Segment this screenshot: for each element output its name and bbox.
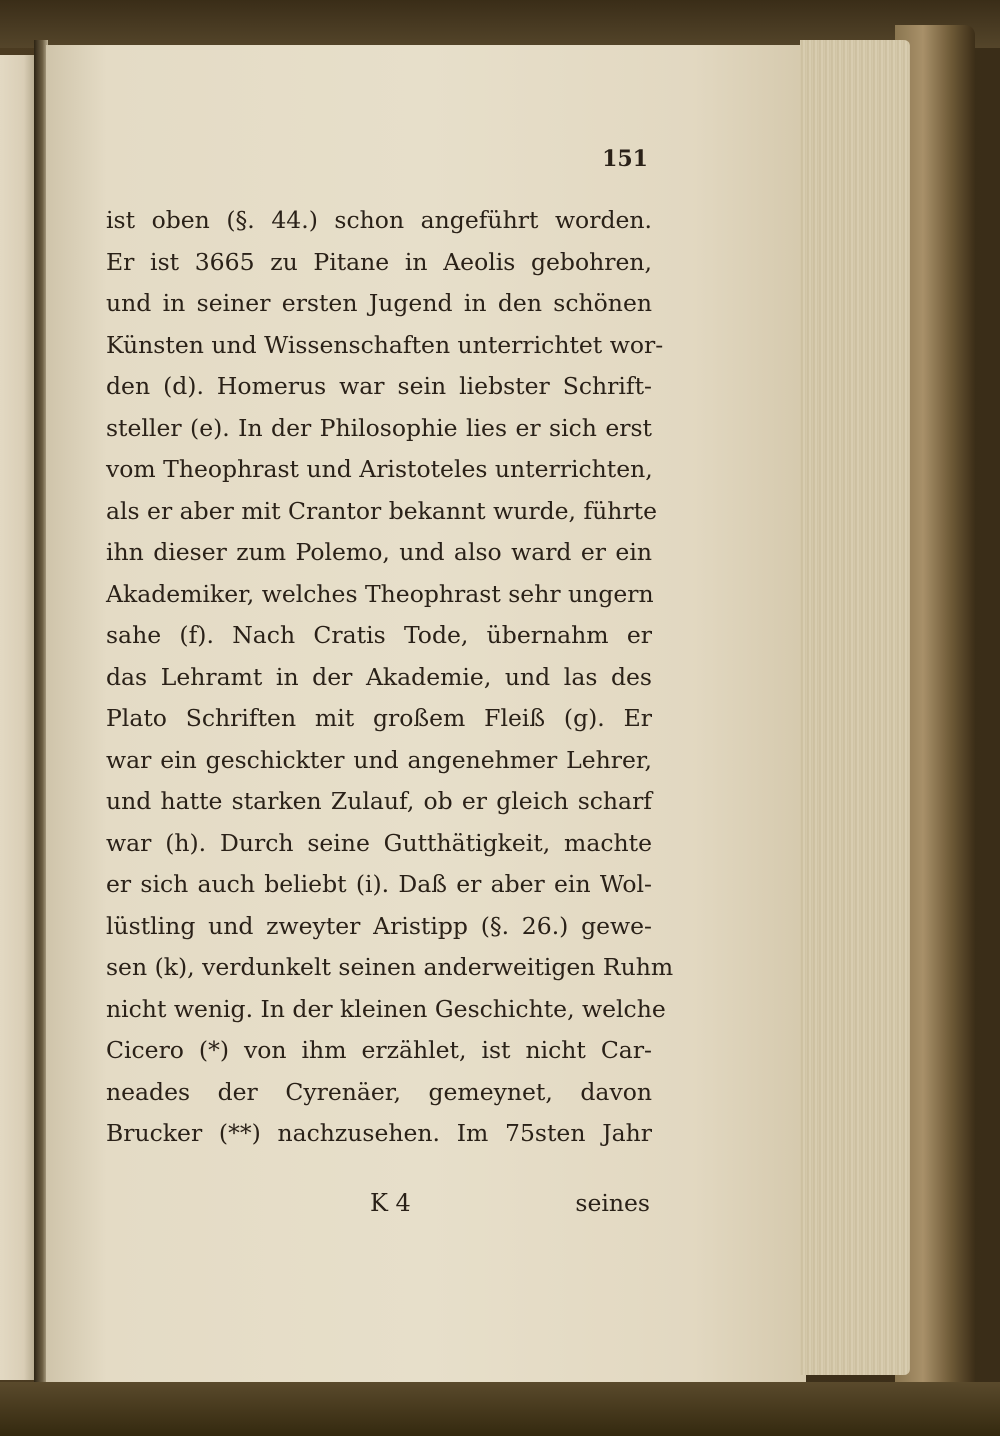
catchword: seines <box>575 1189 650 1217</box>
text-line: ist oben (§. 44.) schon angeführt worden. <box>106 206 652 234</box>
bottom-background <box>0 1382 1000 1436</box>
text-line: lüstling und zweyter Aristipp (§. 26.) gewe- <box>106 911 652 940</box>
text-line: sen (k), verdunkelt seinen anderweitigen Ruhm <box>106 953 674 981</box>
text-line: Plato Schriften mit großem Fleiß (g). Er <box>106 704 652 732</box>
text-line: Cicero (*) von ihm erzählet, ist nicht Car- <box>106 1036 652 1064</box>
text-line: als er aber mit Crantor bekannt wurde, führte <box>106 496 658 525</box>
text-line: sahe (f). Nach Cratis Tode, übernahm er <box>106 621 652 649</box>
text-line: war (h). Durch seine Gutthätigkeit, machte <box>106 828 652 857</box>
facing-page-edge <box>0 55 34 1380</box>
text-line: und hatte starken Zulauf, ob er gleich scharf <box>106 787 652 815</box>
text-line: steller (e). In der Philosophie lies er sich erst <box>106 413 652 442</box>
text-line: Er ist 3665 zu Pitane in Aeolis gebohren, <box>106 247 652 276</box>
text-line: Künsten und Wissenschaften unterrichtet wor- <box>106 330 664 359</box>
page-number: 151 <box>602 146 648 172</box>
text-line: vom Theophrast und Aristoteles unterrichten, <box>106 455 653 483</box>
page-stack-edges <box>800 40 910 1375</box>
text-line: war ein geschickter und angenehmer Lehrer, <box>106 745 652 774</box>
signature-mark: K 4 <box>370 1189 411 1217</box>
text-line: Akademiker, welches Theophrast sehr ungern <box>106 579 654 608</box>
text-line: nicht wenig. In der kleinen Geschichte, welche <box>106 994 666 1023</box>
text-line: das Lehramt in der Akademie, und las des <box>106 662 652 691</box>
text-line: er sich auch beliebt (i). Daß er aber ein Wol- <box>106 870 652 898</box>
text-line: und in seiner ersten Jugend in den schönen <box>106 289 652 317</box>
text-line: den (d). Homerus war sein liebster Schrift- <box>106 372 652 400</box>
text-line: neades der Cyrenäer, gemeynet, davon <box>106 1077 652 1106</box>
text-line: ihn dieser zum Polemo, und also ward er ein <box>106 538 652 566</box>
text-line: Brucker (**) nachzusehen. Im 75sten Jahr <box>106 1119 652 1147</box>
body-text <box>106 200 674 1155</box>
